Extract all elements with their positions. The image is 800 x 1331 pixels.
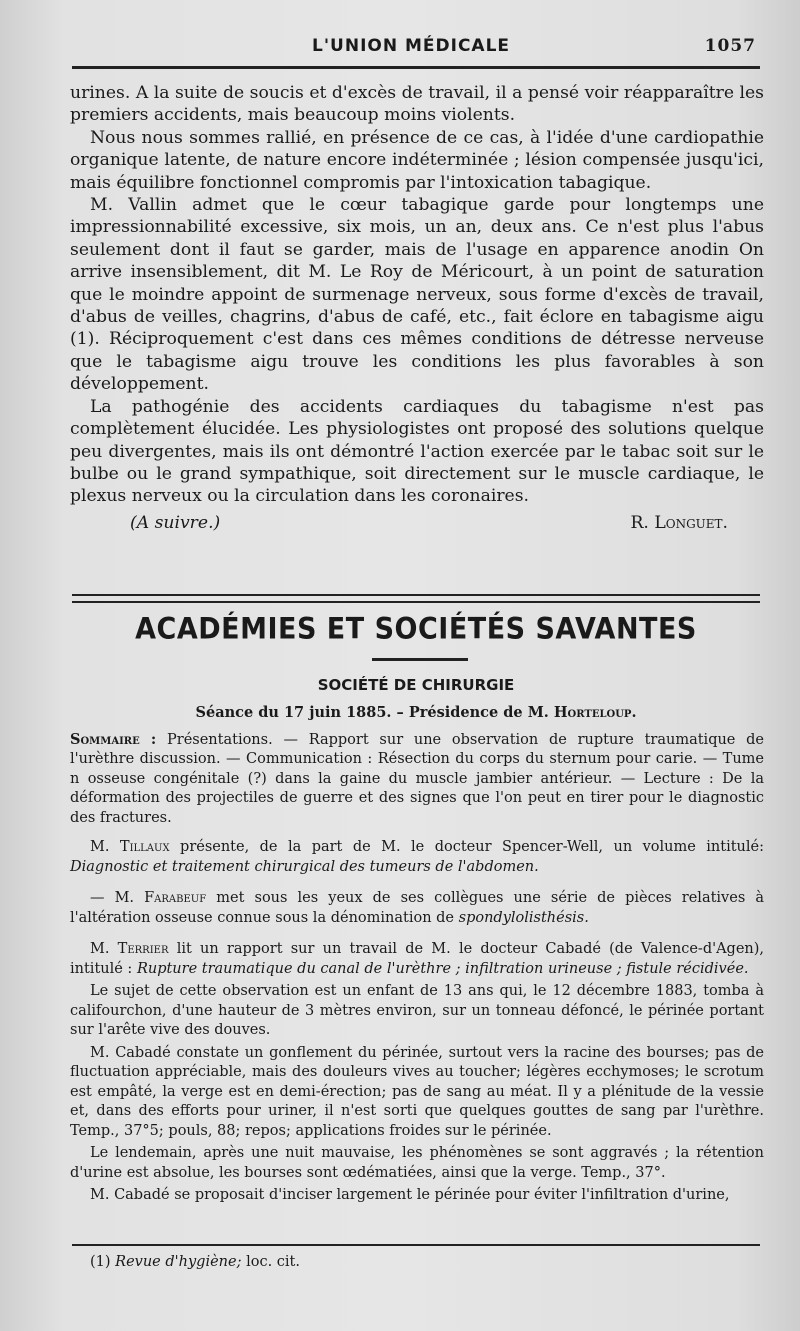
article-paragraph: La pathogénie des accidents cardiaques du tabagisme n'est pas complètement élucidée. Les physiologistes ont proposé des solutions quelque peu divergentes, mais ils ont démontré l'action exercée par le tabac soit sur le bulbe ou le grand sympathique, soit directement sur le muscle cardiaque, le plexus nerveux ou la circulation dans les coronaires. [70,396,764,507]
session-prefix: Séance du 17 juin 1885. – Présidence de M. [195,704,549,721]
running-head [72,34,760,62]
session-line [72,704,760,721]
paragraph-text: lit un rapport sur un travail de M. le docteur Cabadé (de Valence-d'Agen), intitulé : [70,941,765,977]
report-paragraph: M. Cabadé se proposait d'inciser largement le périnée pour éviter l'infiltration d'urine, [90,1187,730,1203]
footnote-source: Revue d'hygiène; [115,1254,242,1270]
report-title: Rupture traumatique du canal de l'urèthre ; infiltration urineuse ; fistule récidivée. [136,960,749,977]
paragraph-text: présente, de la part de M. le docteur Spencer-Well, un volume intitulé: [180,839,764,855]
term: spondylolisthésis. [458,909,589,926]
farabeuf-paragraph [70,889,764,928]
header-rule [72,66,760,69]
paragraph-text: met sous les yeux de ses collègues une série de pièces relatives à l'altération osseuse connue sous la dénomination de [70,890,764,926]
terrier-paragraph [70,940,764,979]
to-be-continued: (A suivre.) [130,512,221,533]
continued-article [70,82,764,536]
footnote-marker: (1) [90,1254,111,1270]
title-rule [372,658,468,661]
section-divider [72,594,760,603]
article-paragraph: M. Vallin admet que le cœur tabagique garde pour longtemps une impressionnabilité excessive, six mois, un an, deux ans. Ce n'est plus l'abus seulement dont il faut se garder, mais de l'usage en apparence anodin On arrive insensiblement, dit M. Le Roy de Méricourt, à un point de saturation que le moindre appoint de surmenage nerveux, sous forme d'excès de travail, d'abus de veilles, chagrins, d'abus de café, etc., fait éclore en tabagisme aigu (1). Réciproquement c'est dans ces mêmes conditions de détresse nerveuse que le tabagisme aigu trouve les conditions les plus favorables à son développement. [70,195,764,395]
paragraph-prefix: — M. [90,890,135,906]
article-author: R. Longuet. [630,512,728,533]
report-paragraph: Le lendemain, après une nuit mauvaise, les phénomènes se sont aggravés ; la rétention d'urine est absolue, les bourses sont œdématiées, ainsi que la verge. Temp., 37°. [70,1145,764,1181]
report-paragraph: Le sujet de cette observation est un enfant de 13 ans qui, le 12 décembre 1883, tomba à califourchon, d'une hauteur de 3 mètres environ, sur un tonneau défoncé, le périnée portant sur l'arête vive des douves. [70,983,764,1038]
speaker-name: Farabeuf [144,890,207,906]
society-heading: SOCIÉTÉ DE CHIRURGIE [317,676,515,694]
report-paragraph: M. Cabadé constate un gonflement du périnée, surtout vers la racine des bourses; pas de fluctuation appréciable, mais des douleurs vives au toucher; légères ecchymoses; le scrotum est empâté, la verge est en demi-érection; pas de sang au méat. Il y a plénitude de la vessie et, dans des efforts pour uriner, il n'est sorti que quelques gouttes de sang par l'urèthre. Temp., 37°5; pouls, 88; repos; applications froides sur le périnée. [70,1044,764,1139]
footnote-rule [72,1244,760,1246]
journal-title: L'UNION MÉDICALE [312,36,511,56]
signature-line [70,512,764,536]
summary-text: Présentations. — Rapport sur une observation de rupture traumatique de l'urèthre discussion. — Communication : Résection du corps du sternum pour carie. — Tume n osseuse congénitale (?) dans la gaine du muscle jambier antérieur. — Lecture : De la déformation des projectiles de guerre et des signes que l'on peut en tirer pour le diagnostic des fractures. [70,732,765,826]
summary-block [70,730,764,828]
session-report [70,838,764,1209]
speaker-name: M. Terrier [90,941,169,957]
section-title: ACADÉMIES ET SOCIÉTÉS SAVANTES [135,612,697,647]
speaker-name: M. Tillaux [90,839,170,855]
summary-label: Sommaire : [70,731,157,748]
footnote [90,1254,300,1270]
session-president: Horteloup. [553,704,637,721]
tillaux-paragraph [70,838,764,877]
book-title: Diagnostic et traitement chirurgical des tumeurs de l'abdomen. [70,858,539,875]
page-number: 1057 [704,36,756,56]
article-paragraph: Nous nous sommes rallié, en présence de ce cas, à l'idée d'une cardiopathie organique latente, de nature encore indéterminée ; lésion compensée jusqu'ici, mais équilibre fonctionnel compromis par l'intoxication tabagique. [70,127,764,193]
article-paragraph: urines. A la suite de soucis et d'excès de travail, il a pensé voir réapparaître les premiers accidents, mais beaucoup moins violents. [70,83,764,126]
footnote-ref: loc. cit. [246,1254,300,1270]
